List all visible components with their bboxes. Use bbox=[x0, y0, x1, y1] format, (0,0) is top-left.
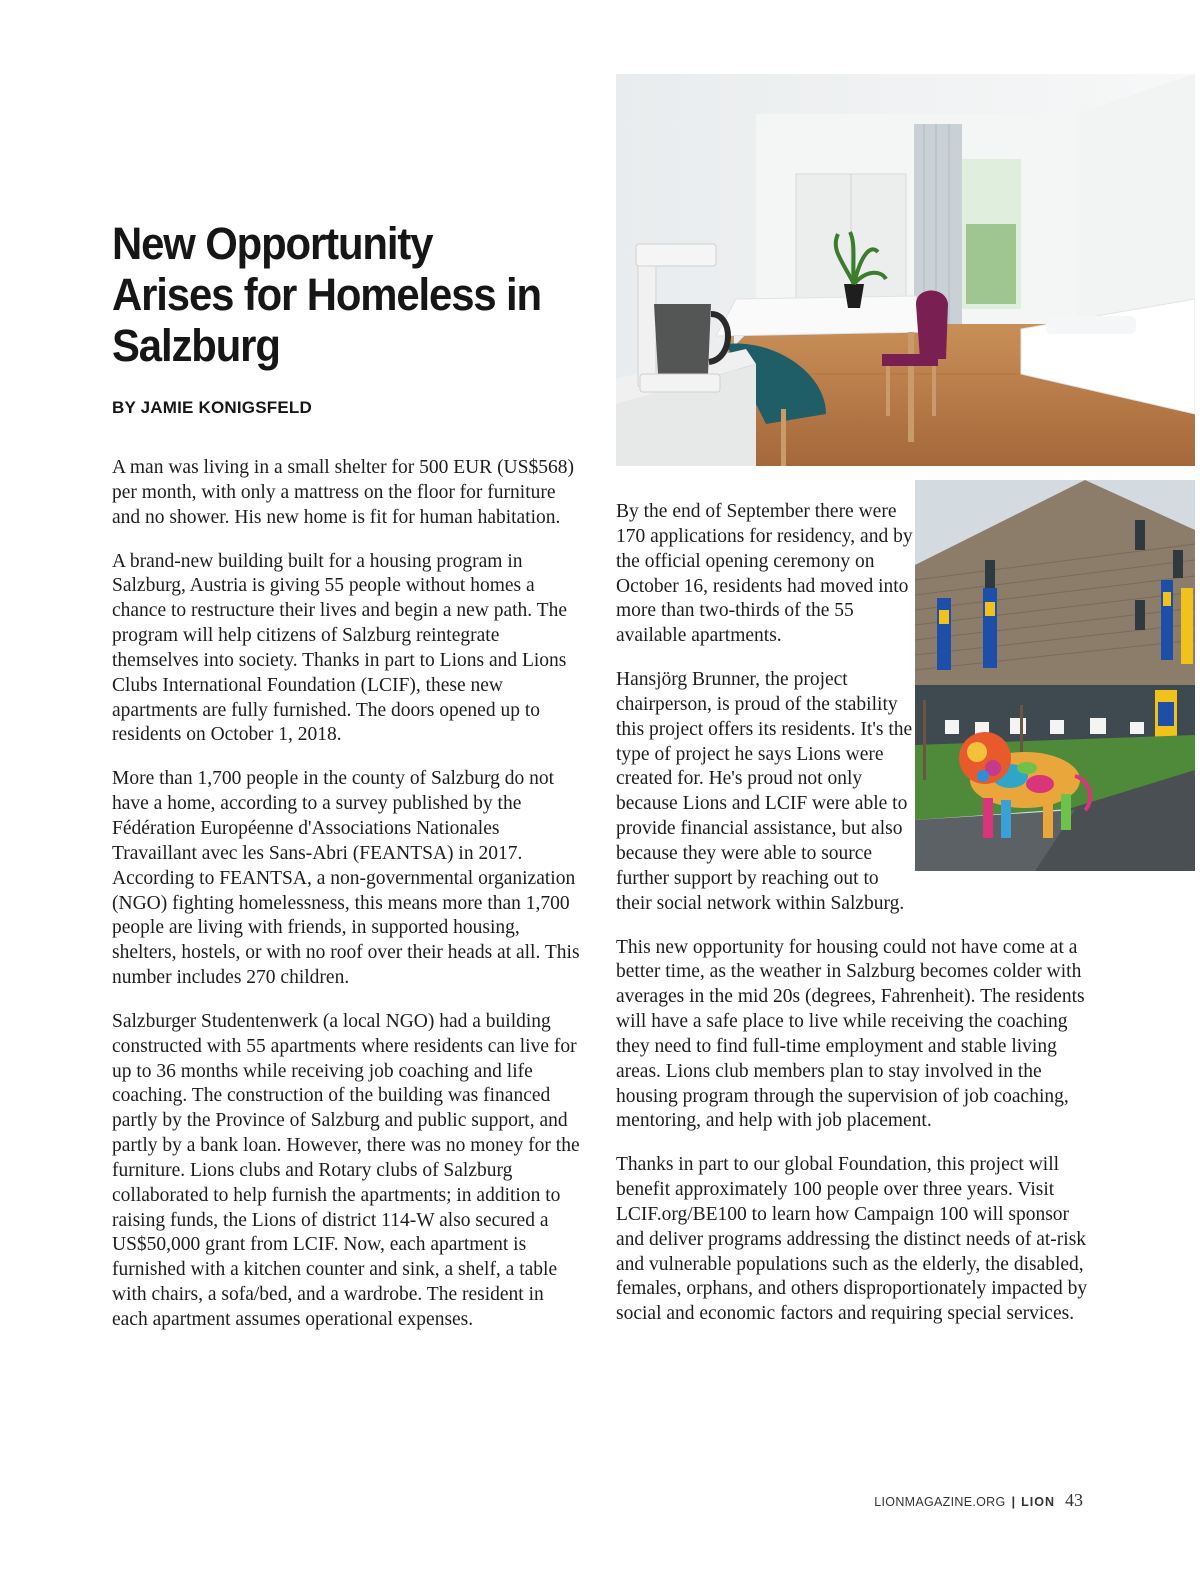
page-footer bbox=[874, 1490, 1083, 1511]
apartment-interior-photo bbox=[616, 74, 1195, 466]
article-title: New Opportunity Arises for Homeless in Salzburg bbox=[112, 218, 542, 371]
article-paragraph: By the end of September there were 170 applications for residency, and by the official opening ceremony on October 16, residents had moved into more than two-thirds of the 55 available apartments. bbox=[616, 501, 913, 647]
article-paragraph: More than 1,700 people in the county of Salzburg do not have a home, according to a survey published by the Fédération Européenne d'Associations Nationales Travaillant avec les Sans-Abri (FEANTSA) in 2017. According to FEANTSA, a non-governmental organization (NGO) fighting homelessness, this means more than 1,700 people are living with friends, in supported housing, shelters, hostels, or with no roof over their heads at all. This number includes 270 children. bbox=[112, 768, 580, 989]
building-exterior-photo bbox=[915, 480, 1195, 871]
article-paragraph: This new opportunity for housing could not have come at a better time, as the weather in Salzburg becomes colder with averages in the mid 20s (degrees, Fahrenheit). The residents will have a safe place to live while receiving the coaching they need to find full-time employment and stable living areas. Lions club members plan to stay involved in the housing program through the supervision of job coaching, mentoring, and help with job placement. bbox=[616, 936, 1085, 1132]
article-paragraph: Thanks in part to our global Foundation, this project will benefit approximately 100 people over three years. Visit LCIF.org/BE100 to learn how Campaign 100 will sponsor and deliver programs addressing the distinct needs of at-risk and vulnerable populations such as the elderly, the disabled, females, orphans, and others disproportionately impacted by social and economic factors and requiring special services. bbox=[616, 1154, 1088, 1325]
footer-website: LIONMAGAZINE.ORG bbox=[874, 1495, 1006, 1509]
article-paragraph: Salzburger Studentenwerk (a local NGO) had a building constructed with 55 apartments where residents can live for up to 36 months while receiving job coaching and life coaching. The construction of the building was financed partly by the Province of Salzburg and public support, and partly by a bank loan. However, there was no money for the furniture. Lions clubs and Rotary clubs of Salzburg collaborated to help furnish the apartments; in addition to raising funds, the Lions of district 114-W also secured a US$50,000 grant from LCIF. Now, each apartment is furnished with a kitchen counter and sink, a shelf, a table with chairs, a sofa/bed, and a wardrobe. The resident in each apartment assumes operational expenses. bbox=[112, 1010, 580, 1330]
article-paragraph: A man was living in a small shelter for 500 EUR (US$568) per month, with only a mattress on the floor for furniture and no shower. His new home is fit for human habitation. bbox=[112, 457, 574, 528]
article-paragraph: A brand-new building built for a housing program in Salzburg, Austria is giving 55 people without homes a chance to restructure their lives and begin a new path. The program will help citizens of Salzburg reintegrate themselves into society. Thanks in part to Lions and Lions Clubs International Foundation (LCIF), these new apartments are fully furnished. The doors opened up to residents on October 1, 2018. bbox=[112, 550, 568, 746]
article-byline: BY JAMIE KONIGSFELD bbox=[112, 398, 312, 417]
footer-magazine-name: LION bbox=[1021, 1495, 1055, 1509]
article-paragraph: Hansjörg Brunner, the project chairperson, is proud of the stability this project offers its residents. It's the type of project he says Lions were created for. He's proud not only because Lions and LCIF were able to provide financial assistance, but also because they were able to source further support by reaching out to their social network within Salzburg. bbox=[616, 669, 913, 914]
article-column-left bbox=[112, 456, 582, 1333]
footer-separator: | bbox=[1011, 1494, 1016, 1509]
page-number: 43 bbox=[1065, 1490, 1083, 1510]
